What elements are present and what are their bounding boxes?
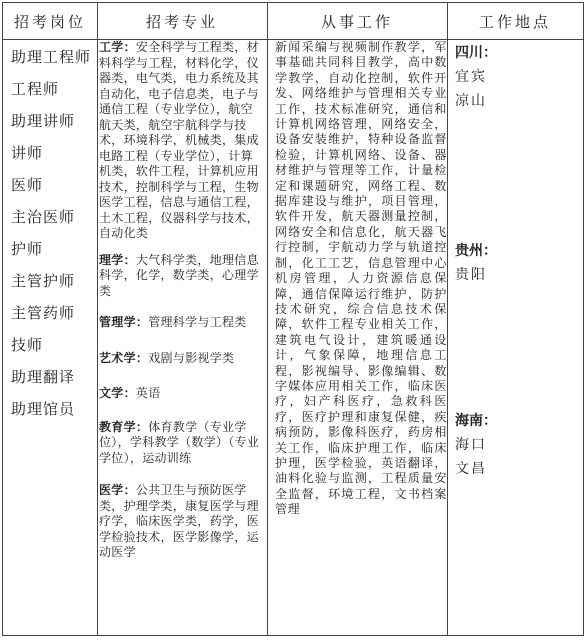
province-label: 贵州： (455, 243, 497, 259)
city-label: 海口 (455, 437, 487, 453)
major-medicine (99, 483, 265, 561)
city-label: 宜宾 (455, 69, 487, 85)
header-major: 招考专业 (145, 12, 218, 31)
location-hainan (455, 409, 497, 481)
column-divider (447, 3, 448, 635)
header-work: 从事工作 (320, 12, 393, 31)
post-item: 助理讲师 (11, 112, 76, 130)
major-list: 大气科学类，地理信息科学，化学，数学类，心理学类 (99, 252, 259, 298)
posts-column (3, 39, 97, 425)
city-label: 文昌 (455, 461, 487, 477)
major-arts (99, 351, 265, 367)
major-education (99, 420, 265, 467)
province-label: 海南： (455, 413, 497, 429)
majors-column (99, 40, 265, 561)
major-category: 教育学： (99, 419, 149, 434)
recruitment-table (2, 2, 584, 636)
major-category: 医学： (99, 483, 136, 497)
post-item: 主管药师 (11, 304, 76, 322)
major-category: 文学： (99, 386, 136, 400)
major-list: 管理科学与工程类 (148, 315, 247, 329)
major-list: 体育教学（专业学位），学科教学（数学）（专业学位），运动训练 (99, 419, 260, 465)
major-engineering (99, 40, 265, 242)
city-label: 贵阳 (455, 267, 487, 283)
post-item: 医师 (11, 176, 44, 194)
major-list: 戏剧与影视学类 (148, 350, 235, 365)
header-location: 工作地点 (478, 12, 551, 31)
major-list: 公共卫生与预防医学类，护理学类，康复医学与理疗学，临床医学类，药学，医学检验技术，医学影像学，运动医学 (99, 483, 259, 559)
province-label: 四川： (455, 45, 497, 61)
location-sichuan (455, 41, 497, 113)
post-item: 助理工程师 (11, 48, 92, 66)
post-item: 主治医师 (11, 208, 76, 226)
post-item: 讲师 (11, 144, 44, 162)
post-item: 助理馆员 (11, 400, 76, 418)
location-guizhou (455, 239, 497, 287)
major-category: 工学： (99, 40, 136, 54)
header-post: 招考岗位 (13, 12, 86, 31)
major-category: 管理学： (99, 315, 149, 329)
city-label: 凉山 (455, 93, 487, 109)
work-column: 新闻采编与视频制作教学，军事基础共同科目教学，高中数学教学，自动化控制，软件开发、网络维护与管理相关专业工作，技术标准研究，通信和计算机网络管理，网络安全，设备安装维护，特种设备监督检验，计算机网络、设备、器材维护与管理等工作，计量检定和课题研究，网络工程、数据库建设与维护，项目管理，软件开发，航天器测量控制，网络安全和信息化，航天器飞行控制，宇航动力学与轨道控制，化工工艺，信息管理中心机房管理，人力资源信息保障，通信保障运行维护，防护技术研究，综合信息技术保障，软件工程专业相关工作，建筑电气设计，建筑暖通设计，气象保障，地理信息工程，影视编导、影像编辑、数字媒体应用相关工作，临床医疗，妇产科医疗，急救科医疗，医疗护理和康复保健，疾病预防，影像科医疗，药房相关工作，临床护理工作，临床护理，医学检验，英语翻译，油料化验与监测，工程质量安全监督，环境工程，文书档案管理 (275, 40, 447, 517)
column-divider (97, 3, 98, 635)
major-list: 英语 (135, 386, 161, 400)
major-literature (99, 386, 265, 402)
major-science (99, 253, 265, 300)
post-item: 护师 (11, 240, 44, 258)
post-item: 主管护师 (11, 272, 76, 290)
column-divider (267, 3, 268, 635)
post-item: 工程师 (11, 80, 60, 98)
major-category: 理学： (99, 252, 136, 267)
post-item: 助理翻译 (11, 368, 76, 386)
major-management (99, 315, 265, 331)
post-item: 技师 (11, 336, 44, 354)
major-category: 艺术学： (99, 350, 149, 365)
major-list: 安全科学与工程类，材料科学与工程，材料化学，仪器类，电气类，电力系统及其自动化，电子信息类，电子与通信工程（专业学位），航空航天类，航空宇航科学与技术，环境科学，机械类，集成电路工程（专业学位），计算机类，软件工程，计算机应用技术，控制科学与工程，生物医学工程，信息与通信工程，土木工程，仪器科学与技术，自动化类 (99, 40, 259, 240)
